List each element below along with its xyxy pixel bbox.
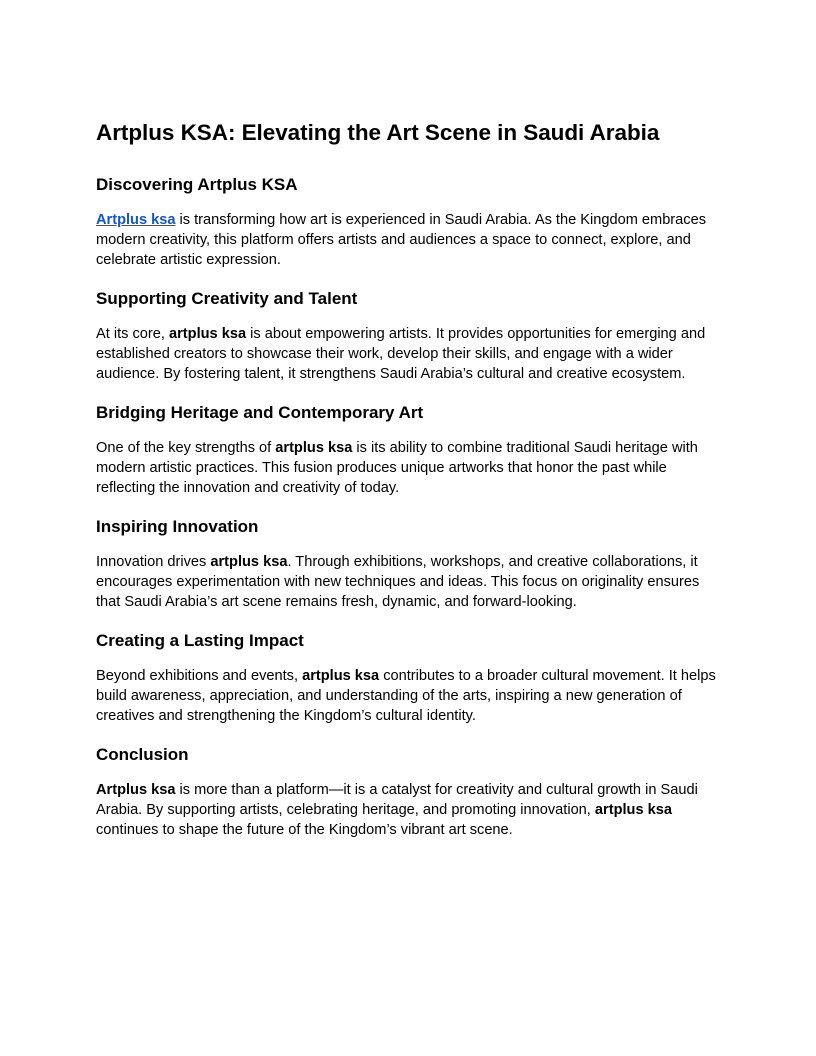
paragraph-text: is about empowering artists. It provides opportunities for emerging and established creators to showcase their work, develop their skills, and engage with a wider audience. By fostering talent, it strengthens Saudi Arabia’s cultural and creative ecosystem. [96, 326, 706, 382]
section-heading: Conclusion [96, 745, 189, 764]
section-impact [96, 629, 722, 726]
section-heading: Inspiring Innovation [96, 517, 259, 536]
paragraph-text: contributes to a broader cultural movement. It helps build awareness, appreciation, and understanding of the arts, inspiring a new generation of creatives and strengthening the Kingdom’s cultural identity. [96, 668, 716, 724]
paragraph-text: Beyond exhibitions and events, [96, 668, 303, 684]
bold-brand-text: Artplus ksa [96, 782, 176, 798]
section-bridging [96, 401, 722, 498]
section-paragraph [96, 438, 722, 498]
paragraph-text: One of the key strengths of [96, 440, 276, 456]
paragraph-text: At its core, [96, 326, 169, 342]
document-title: Artplus KSA: Elevating the Art Scene in Saudi Arabia [96, 120, 660, 145]
section-heading: Supporting Creativity and Talent [96, 289, 358, 308]
bold-brand-text: artplus ksa [302, 668, 380, 684]
paragraph-text: is its ability to combine traditional Saudi heritage with modern artistic practices. This fusion produces unique artworks that honor the past while reflecting the innovation and creativity of today. [96, 440, 698, 496]
bold-brand-text: artplus ksa [594, 802, 672, 818]
paragraph-text: is transforming how art is experienced in Saudi Arabia. As the Kingdom embraces modern creativity, this platform offers artists and audiences a space to connect, explore, and celebrate artistic expression. [96, 212, 706, 268]
section-discovering [96, 173, 722, 270]
section-heading: Bridging Heritage and Contemporary Art [96, 403, 424, 422]
paragraph-text: is more than a platform—it is a catalyst for creativity and cultural growth in Saudi Arabia. By supporting artists, celebrating heritage, and promoting innovation, [96, 782, 698, 818]
bold-brand-text: artplus ksa [169, 326, 247, 342]
section-inspiring [96, 515, 722, 612]
artplus-ksa-link[interactable]: Artplus ksa [96, 212, 176, 228]
section-paragraph [96, 780, 722, 840]
section-paragraph [96, 324, 722, 384]
paragraph-text: . Through exhibitions, workshops, and creative collaborations, it encourages experimentation with new techniques and ideas. This focus on originality ensures that Saudi Arabia’s art scene remains fresh, dynamic, and forward-looking. [96, 554, 700, 610]
section-conclusion [96, 743, 722, 840]
bold-brand-text: artplus ksa [275, 440, 353, 456]
document-page [96, 116, 722, 857]
section-paragraph [96, 210, 722, 270]
section-paragraph [96, 666, 722, 726]
paragraph-text: continues to shape the future of the Kingdom’s vibrant art scene. [96, 822, 513, 838]
section-heading: Creating a Lasting Impact [96, 631, 304, 650]
paragraph-text: Innovation drives [96, 554, 211, 570]
bold-brand-text: artplus ksa [210, 554, 288, 570]
section-heading: Discovering Artplus KSA [96, 175, 298, 194]
section-supporting [96, 287, 722, 384]
section-paragraph [96, 552, 722, 612]
